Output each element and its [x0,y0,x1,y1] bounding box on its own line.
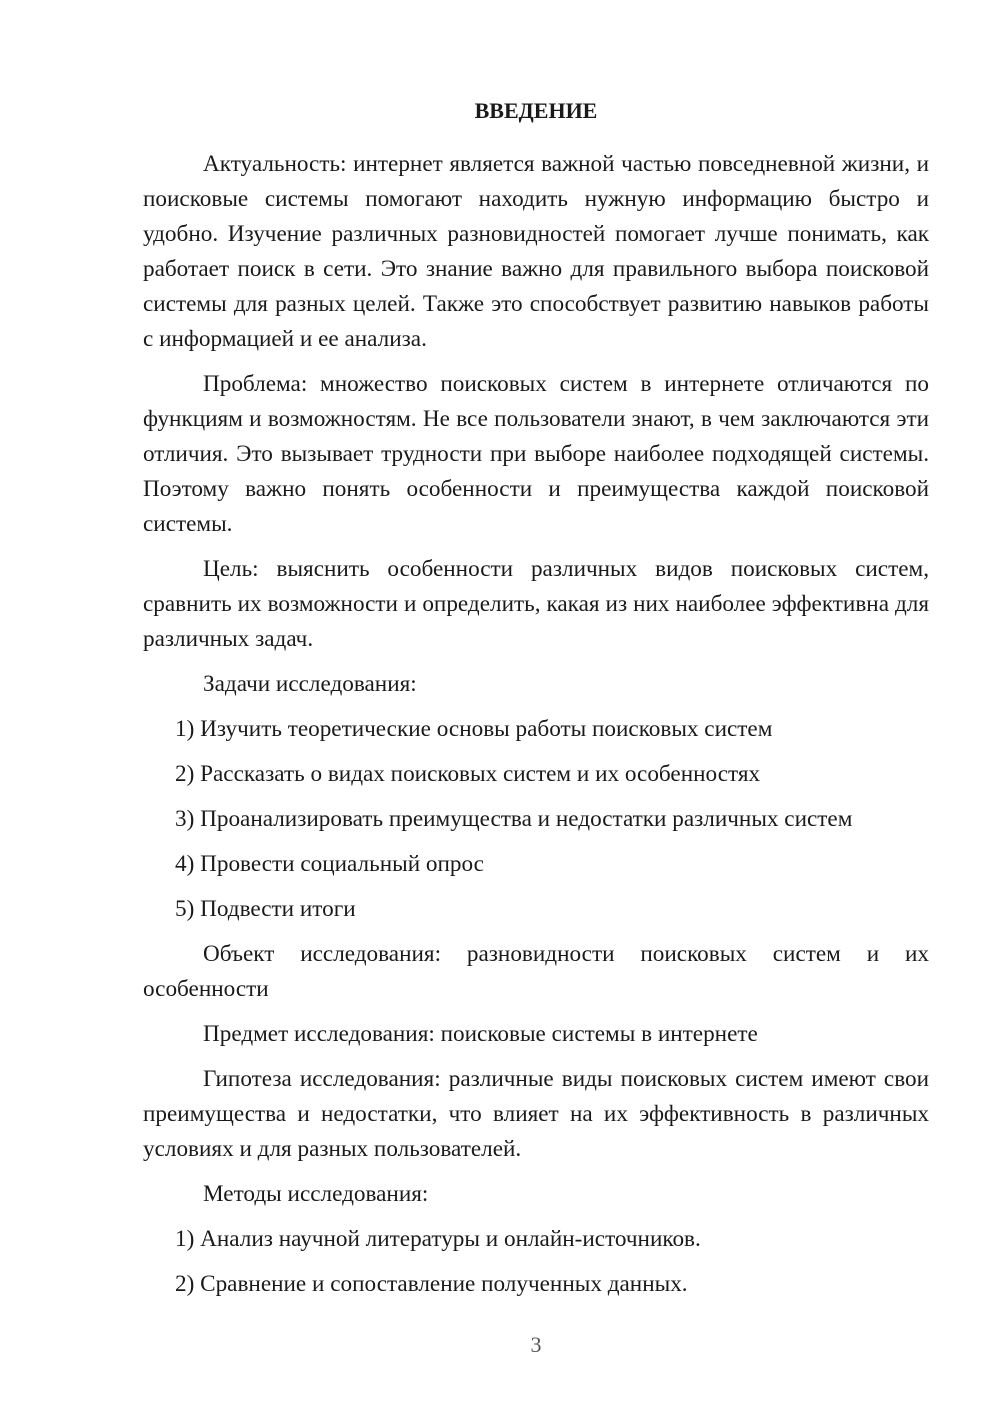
paragraph-goal: Цель: выяснить особенности различных видов поисковых систем, сравнить их возможности и определить, какая из них наиболее эффективна для различных задач. [143,556,929,652]
tasks-heading: Задачи исследования: [203,671,417,697]
method-item-1: 1) Анализ научной литературы и онлайн-источников. [175,1226,701,1252]
method-item-2: 2) Сравнение и сопоставление полученных данных. [175,1271,688,1297]
task-item-5: 5) Подвести итоги [175,896,356,922]
page-number: 3 [530,1332,542,1357]
paragraph-object: Объект исследования: разновидности поисковых систем и их особенности [143,941,929,1002]
page-content [143,93,929,1312]
task-item-4: 4) Провести социальный опрос [175,851,484,877]
section-title: ВВЕДЕНИЕ [474,98,598,123]
paragraph-problem: Проблема: множество поисковых систем в интернете отличаются по функциям и возможностям. Не все пользователи знают, в чем заключаются эти отличия. Это вызывает трудности при выборе наиболее подходящей системы. Поэтому важно понять особенности и преимущества каждой поисковой системы. [143,371,929,537]
paragraph-hypothesis: Гипотеза исследования: различные виды поисковых систем имеют свои преимущества и недостатки, что влияет на их эффективность в различных условиях и для разных пользователей. [143,1066,929,1162]
paragraph-relevance: Актуальность: интернет является важной частью повседневной жизни, и поисковые системы помогают находить нужную информацию быстро и удобно. Изучение различных разновидностей помогает лучше понимать, как работает поиск в сети. Это знание важно для правильного выбора поисковой системы для разных целей. Также это способствует развитию навыков работы с информацией и ее анализа. [143,151,929,352]
task-item-3: 3) Проанализировать преимущества и недостатки различных систем [175,806,853,832]
paragraph-subject: Предмет исследования: поисковые системы в интернете [203,1021,758,1047]
task-item-1: 1) Изучить теоретические основы работы поисковых систем [175,716,773,742]
task-item-2: 2) Рассказать о видах поисковых систем и их особенностях [175,761,761,787]
methods-heading: Методы исследования: [203,1181,429,1207]
